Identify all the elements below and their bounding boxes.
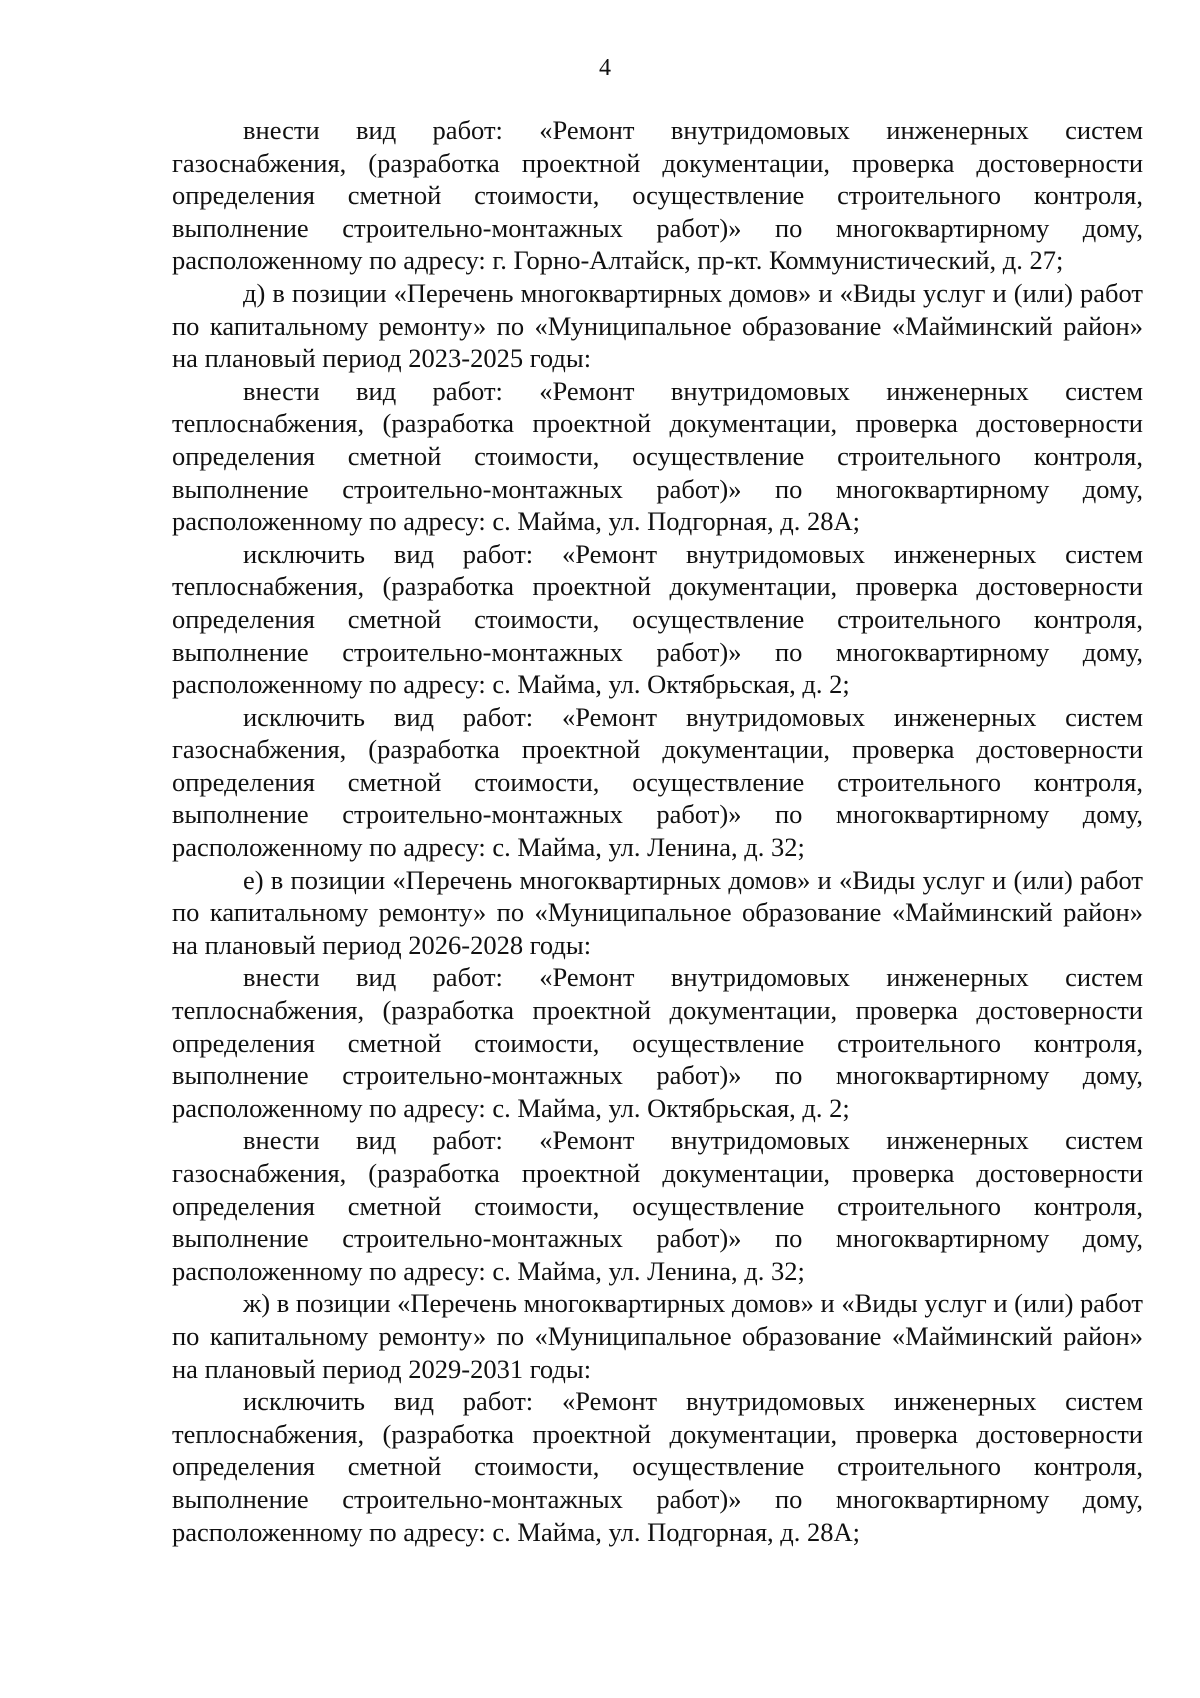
paragraph-10: исключить вид работ: «Ремонт внутридомовых инженерных систем теплоснабжения, (разработка проектной документации, проверка достоверности определения сметной стоимости, осуществление строительного контроля, выполнение строительно-монтажных работ)» по многоквартирному дому, расположенному по адресу: с. Майма, ул. Подгорная, д. 28А; [172,1386,1143,1547]
paragraph-6: е) в позиции «Перечень многоквартирных домов» и «Виды услуг и (или) работ по капитальному ремонту» по «Муниципальное образование «Майминский район» на плановый период 2026-2028 годы: [172,864,1143,960]
paragraph-1: внести вид работ: «Ремонт внутридомовых инженерных систем газоснабжения, (разработка проектной документации, проверка достоверности определения сметной стоимости, осуществление строительного контроля, выполнение строительно-монтажных работ)» по многоквартирному дому, расположенному по адресу: г. Горно-Алтайск, пр-кт. Коммунистический, д. 27; [172,115,1143,276]
page-number: 4 [599,55,611,81]
paragraph-5: исключить вид работ: «Ремонт внутридомовых инженерных систем газоснабжения, (разработка проектной документации, проверка достоверности определения сметной стоимости, осуществление строительного контроля, выполнение строительно-монтажных работ)» по многоквартирному дому, расположенному по адресу: с. Майма, ул. Ленина, д. 32; [172,701,1143,863]
paragraph-7: внести вид работ: «Ремонт внутридомовых инженерных систем теплоснабжения, (разработка проектной документации, проверка достоверности определения сметной стоимости, осуществление строительного контроля, выполнение строительно-монтажных работ)» по многоквартирному дому, расположенному по адресу: с. Майма, ул. Октябрьская, д. 2; [172,962,1143,1123]
document-body [172,114,1143,1548]
paragraph-3: внести вид работ: «Ремонт внутридомовых инженерных систем теплоснабжения, (разработка проектной документации, проверка достоверности определения сметной стоимости, осуществление строительного контроля, выполнение строительно-монтажных работ)» по многоквартирному дому, расположенному по адресу: с. Майма, ул. Подгорная, д. 28А; [172,375,1143,537]
paragraph-8: внести вид работ: «Ремонт внутридомовых инженерных систем газоснабжения, (разработка проектной документации, проверка достоверности определения сметной стоимости, осуществление строительного контроля, выполнение строительно-монтажных работ)» по многоквартирному дому, расположенному по адресу: с. Майма, ул. Ленина, д. 32; [172,1125,1143,1286]
paragraph-9: ж) в позиции «Перечень многоквартирных домов» и «Виды услуг и (или) работ по капитальному ремонту» по «Муниципальное образование «Майминский район» на плановый период 2029-2031 годы: [172,1288,1143,1384]
paragraph-2: д) в позиции «Перечень многоквартирных домов» и «Виды услуг и (или) работ по капитальному ремонту» по «Муниципальное образование «Майминский район» на плановый период 2023-2025 годы: [172,277,1143,374]
paragraph-4: исключить вид работ: «Ремонт внутридомовых инженерных систем теплоснабжения, (разработка проектной документации, проверка достоверности определения сметной стоимости, осуществление строительного контроля, выполнение строительно-монтажных работ)» по многоквартирному дому, расположенному по адресу: с. Майма, ул. Октябрьская, д. 2; [172,538,1143,700]
